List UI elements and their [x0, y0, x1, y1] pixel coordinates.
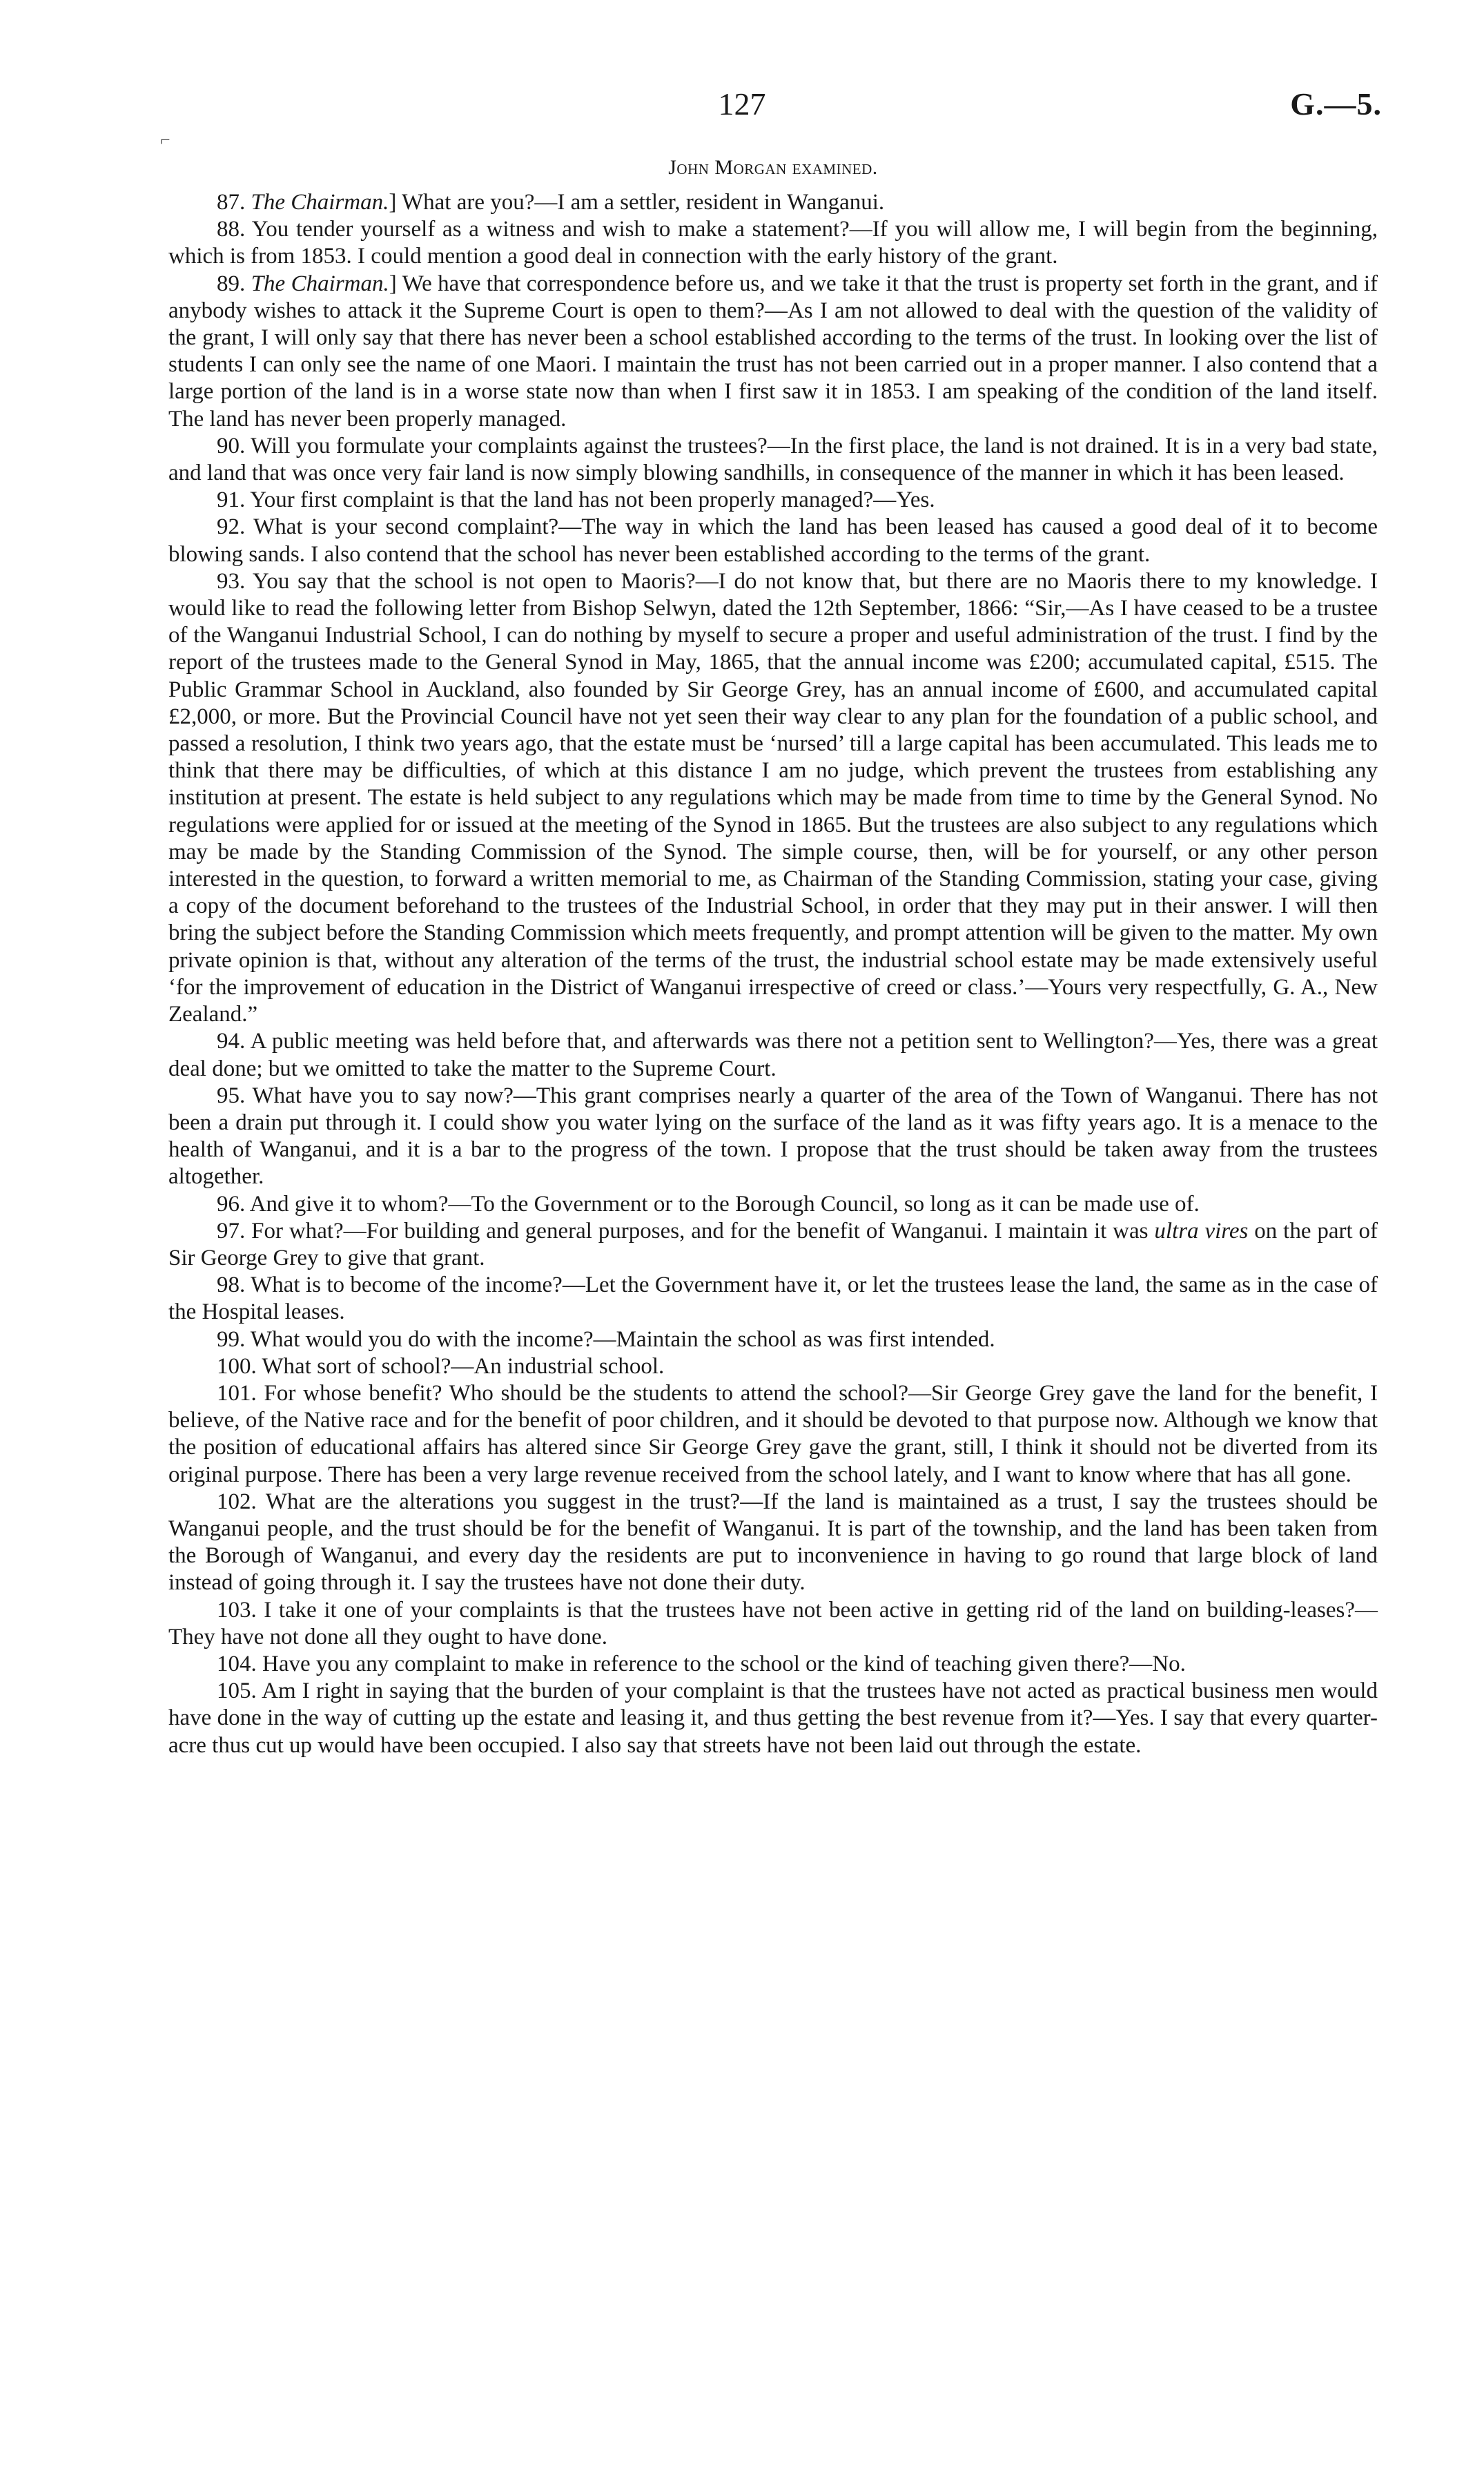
speaker-name: The Chairman. [251, 190, 389, 215]
paragraph-text: What sort of school?—An industrial school. [262, 1353, 665, 1379]
paragraph-text: Have you any complaint to make in reference to the school or the kind of teaching given there?—No. [262, 1651, 1186, 1676]
paragraph-text: You tender yourself as a witness and wish to make a statement?—If you will allow me, I will begin from the beginning, which is from 1853. I could mention a good deal in connection with the early history of the grant. [168, 217, 1378, 269]
paragraph-text: What would you do with the income?—Maintain the school as was first intended. [250, 1326, 995, 1352]
paragraph-text: Will you formulate your complaints against the trustees?—In the first place, the land is not drained. It is in a very bad state, and land that was once very fair land is now simply blowing sandhills, in consequence of the manner in which it has been leased. [168, 433, 1378, 486]
speaker-bracket: ] [389, 271, 397, 296]
question-paragraph [168, 1353, 1378, 1380]
question-number: 95. [217, 1083, 246, 1108]
italic-phrase: ultra vires [1154, 1218, 1249, 1244]
paragraph-text: What are the alterations you suggest in the trust?—If the land is maintained as a trust, I say the trustees should be Wanganui people, and the trust should be for the benefit of Wanganui. It is part of the township, and the land has been taken from the Borough of Wanganui, and every day the residents are put to inconvenience in having to go round that large block of land instead of going through it. I say the trustees have not done their duty. [168, 1489, 1378, 1596]
question-number: 99. [217, 1326, 246, 1352]
page-number: 127 [718, 86, 766, 122]
question-paragraph [168, 1597, 1378, 1651]
paragraph-text: Am I right in saying that the burden of your complaint is that the trustees have not acted as practical business men would have done in the way of cutting up the estate and leasing it, and thus getting the best revenue from it?—Yes. I say that every quarter-acre thus cut up would have been occupied. I also say that streets have not been laid out through the estate. [168, 1678, 1378, 1758]
question-paragraph [168, 514, 1378, 568]
paragraph-text: Your first complaint is that the land has not been properly managed?—Yes. [250, 487, 935, 513]
paragraph-text: What is your second complaint?—The way in which the land has been leased has caused a good deal of it to become blowing sands. I also contend that the school has never been established according to the terms of the grant. [168, 514, 1378, 567]
paragraph-text: I take it one of your complaints is that the trustees have not been active in getting rid of the land on building-leases?—They have not done all they ought to have done. [168, 1597, 1378, 1649]
paragraph-text: You say that the school is not open to Maoris?—I do not know that, but there are no Maoris there to my knowledge. I would like to read the following letter from Bishop Selwyn, dated the 12th September, 1866: “Sir,—As I have ceased to be a trustee of the Wanganui Industrial School, I can do nothing by myself to secure a proper and useful administration of the trust. I find by the report of the trustees made to the General Synod in May, 1865, that the annual income was £200; accumulated capital, £515. The Public Grammar School in Auckland, also founded by Sir George Grey, has an annual income of £600, and accumulated capital £2,000, or more. But the Provincial Council have not yet seen their way clear to any plan for the foundation of a public school, and passed a resolution, I think two years ago, that the estate must be ‘nursed’ till a large capital has been accumulated. This leads me to think that there may be difficulties, of which at this distance I am no judge, which prevent the trustees from establishing any institution at present. The estate is held subject to any regulations which may be made from time to time by the General Synod. No regulations were applied for or issued at the meeting of the Synod in 1865. But the trustees are also subject to any regulations which may be made by the Standing Commission of the Synod. The simple course, then, will be for yourself, or any other person interested in the question, to forward a written memorial to me, as Chairman of the Standing Commission, stating your case, giving a copy of the document beforehand to the trustees of the Industrial School, in order that they may put in their answer. I will then bring the subject before the Standing Commission which meets frequently, and prompt attention will be given to the matter. My own private opinion is that, without any alteration of the terms of the trust, the industrial school estate may be made extensively useful ‘for the improvement of education in the District of Wanganui irrespective of creed or class.’—Yours very respectfully, G. A., New Zealand.” [168, 568, 1378, 1027]
speaker-bracket: ] [389, 190, 397, 215]
question-paragraph [168, 1028, 1378, 1082]
question-number: 100. [217, 1353, 257, 1379]
question-number: 97. [217, 1218, 246, 1244]
question-number: 91. [217, 487, 246, 513]
question-paragraph [168, 1489, 1378, 1597]
question-paragraph [168, 1218, 1378, 1272]
question-paragraph [168, 216, 1378, 270]
question-number: 98. [217, 1272, 246, 1298]
question-number: 90. [217, 433, 246, 458]
paragraph-text: A public meeting was held before that, and afterwards was there not a petition sent to Wellington?—Yes, there was a great deal done; but we omitted to take the matter to the Supreme Court. [168, 1029, 1378, 1081]
question-paragraph [168, 1678, 1378, 1759]
paragraph-text: What is to become of the income?—Let the Government have it, or let the trustees lease the land, the same as in the case of the Hospital leases. [168, 1272, 1378, 1325]
paragraph-text: For whose benefit? Who should be the students to attend the school?—Sir George Grey gave the land for the benefit, I believe, of the Native race and for the benefit of poor children, and it should be devoted to that purpose now. Although we know that the position of educational affairs has altered since Sir George Grey gave the grant, still, I think it should not be diverted from its original purpose. There has been a very large revenue received from the school lately, and I want to know where that has all gone. [168, 1380, 1378, 1487]
question-paragraph [168, 487, 1378, 514]
paper-reference: G.—5. [1290, 86, 1382, 122]
paragraph-list [168, 189, 1378, 1759]
paragraph-text: What have you to say now?—This grant comprises nearly a quarter of the area of the Town of Wanganui. There has not been a drain put through it. I could show you water lying on the surface of the land as it was fifty years ago. It is a menace to the health of Wanganui, and it is a bar to the progress of the town. I propose that the trust should be taken away from the trustees altogether. [168, 1083, 1378, 1190]
margin-mark-decorative: ⌐ [160, 130, 170, 150]
paragraph-text: We have that correspondence before us, and we take it that the trust is property set forth in the grant, and if anybody wishes to attack it the Supreme Court is open to them?—As I am not allowed to deal with the question of the validity of the grant, I will only say that there has never been a school established according to the terms of the trust. In looking over the list of students I can only see the name of one Maori. I maintain the trust has not been carried out in a proper manner. I also contend that a large portion of the land is in a worse state now than when I first saw it in 1853. I am speaking of the condition of the land itself. The land has never been properly managed. [168, 271, 1378, 432]
question-paragraph [168, 189, 1378, 216]
paragraph-text: And give it to whom?—To the Government or to the Borough Council, so long as it can be made use of. [249, 1191, 1200, 1217]
question-number: 89. [217, 271, 246, 296]
question-number: 102. [217, 1489, 257, 1514]
question-paragraph [168, 1326, 1378, 1353]
question-number: 105. [217, 1678, 257, 1704]
question-paragraph [168, 1083, 1378, 1191]
question-number: 87. [217, 190, 246, 215]
question-paragraph [168, 1272, 1378, 1326]
paragraph-text: What are you?—I am a settler, resident in Wanganui. [402, 190, 885, 215]
question-paragraph [168, 568, 1378, 1028]
question-number: 94. [217, 1029, 246, 1054]
question-paragraph [168, 1191, 1378, 1218]
question-number: 101. [217, 1380, 257, 1406]
document-body [168, 153, 1378, 1759]
question-number: 92. [217, 514, 246, 540]
question-paragraph [168, 271, 1378, 433]
question-paragraph [168, 433, 1378, 487]
speaker-name: The Chairman. [251, 271, 389, 296]
question-number: 93. [217, 568, 246, 594]
paragraph-text-continued: on the part of Sir George Grey to give that grant. [168, 1218, 1378, 1270]
question-paragraph [168, 1380, 1378, 1489]
question-number: 103. [217, 1597, 257, 1623]
paragraph-text: For what?—For building and general purposes, and for the benefit of Wanganui. I maintain it was [251, 1218, 1149, 1244]
question-paragraph [168, 1651, 1378, 1678]
question-number: 88. [217, 217, 246, 242]
question-number: 96. [217, 1191, 246, 1217]
question-number: 104. [217, 1651, 257, 1676]
section-heading: John Morgan examined. [668, 156, 878, 179]
